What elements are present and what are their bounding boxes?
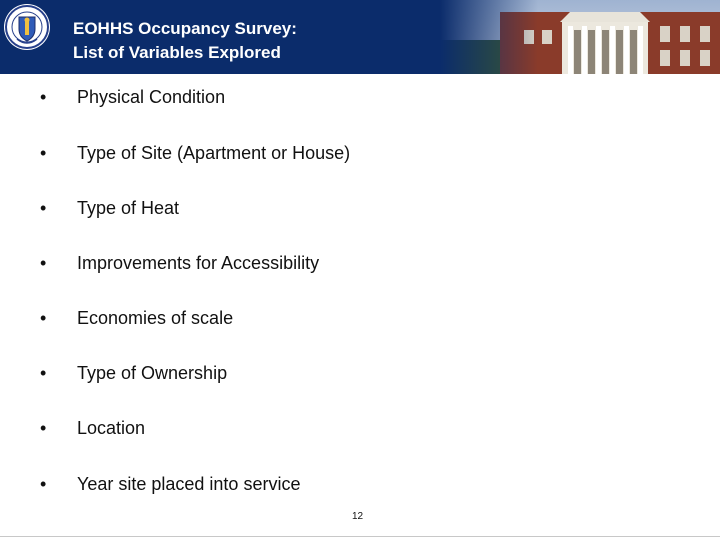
- list-item-text: Economies of scale: [77, 308, 234, 328]
- list-item-text: Year site placed into service: [77, 474, 301, 494]
- title-line-1: EOHHS Occupancy Survey:: [73, 19, 297, 38]
- bullet-glyph: •: [40, 474, 47, 494]
- bullet-glyph: •: [40, 198, 47, 218]
- bottom-divider: [0, 536, 720, 537]
- list-item: [40, 363, 227, 384]
- list-item: [40, 143, 350, 164]
- list-item-text: Type of Heat: [77, 198, 180, 218]
- list-item: [40, 418, 145, 439]
- list-item-text: Type of Ownership: [77, 363, 228, 383]
- bullet-glyph: •: [40, 418, 47, 438]
- bullet-glyph: •: [40, 308, 47, 328]
- list-item: [40, 253, 319, 274]
- list-item: [40, 308, 233, 329]
- page-number: 12: [352, 511, 364, 522]
- list-item: [40, 87, 225, 108]
- list-item-text: Type of Site (Apartment or House): [77, 143, 351, 163]
- title-line-2: List of Variables Explored: [73, 43, 281, 62]
- list-item: [40, 198, 179, 219]
- bullet-glyph: •: [40, 363, 47, 383]
- list-item: [40, 474, 300, 495]
- bullet-glyph: •: [40, 87, 47, 107]
- bullet-glyph: •: [40, 143, 47, 163]
- list-item-text: Physical Condition: [77, 87, 226, 107]
- bullet-glyph: •: [40, 253, 47, 273]
- list-item-text: Location: [77, 418, 146, 438]
- list-item-text: Improvements for Accessibility: [77, 253, 320, 273]
